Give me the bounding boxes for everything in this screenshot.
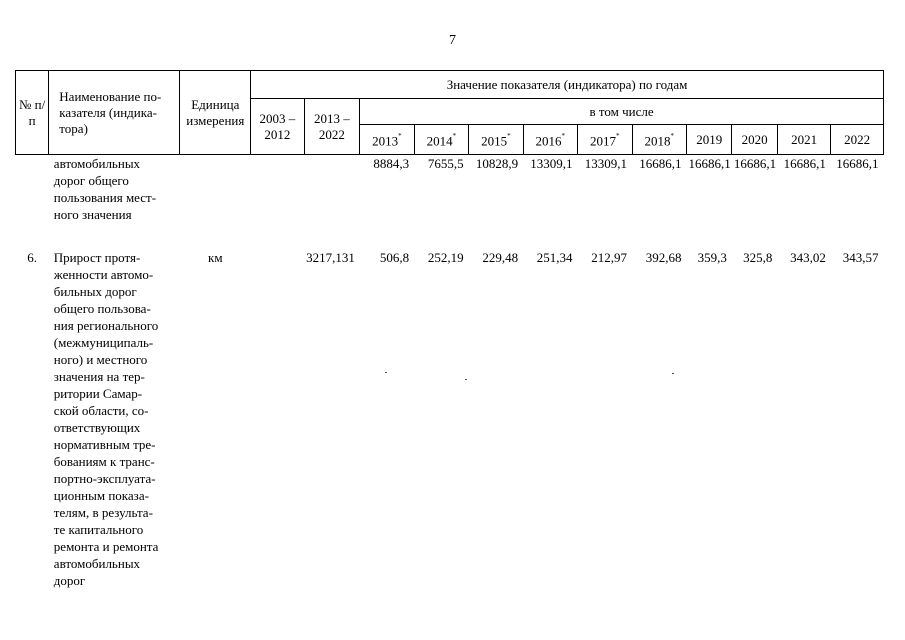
value-2013-2022 — [304, 155, 360, 224]
value-2020: 16686,1 — [733, 156, 777, 171]
header-year-2021: 2021 — [777, 125, 830, 155]
header-unit: Единица измерения — [180, 71, 251, 155]
value-2016: 251,34 — [536, 250, 573, 265]
table-row — [16, 155, 884, 224]
value-2003-2012 — [251, 249, 304, 589]
value-2017: 13309,1 — [584, 156, 628, 171]
header-year-2017: 2017* — [578, 125, 632, 155]
value-2013: 506,8 — [379, 250, 410, 265]
header-year-2019: 2019 — [687, 125, 732, 155]
value-2021: 16686,1 — [783, 156, 826, 171]
value-2017: 212,97 — [591, 250, 628, 265]
header-year-2016: 2016* — [523, 125, 577, 155]
value-2015: 229,48 — [482, 250, 519, 265]
scan-speck — [465, 379, 467, 380]
value-2021: 343,02 — [790, 250, 826, 265]
value-2015: 10828,9 — [475, 156, 519, 171]
indicators-table — [15, 70, 884, 589]
header-indicator-name: Наименование по- казателя (индика- тора) — [49, 71, 180, 155]
value-2016: 13309,1 — [530, 156, 573, 171]
scan-speck — [672, 373, 674, 374]
header-number: № п/п — [16, 71, 49, 155]
value-2014: 7655,5 — [427, 156, 464, 171]
header-including: в том числе — [360, 99, 884, 125]
header-values-by-year: Значение показателя (индикатора) по годам — [251, 71, 884, 99]
unit-cell — [180, 155, 251, 224]
indicator-name: автомобильных дорог общего пользования мест- ного значения — [53, 156, 157, 222]
value-2018: 16686,1 — [639, 156, 682, 171]
value-2003-2012 — [251, 155, 304, 224]
header-period-2003-2012: 2003 – 2012 — [251, 99, 304, 155]
row-spacer — [16, 223, 884, 249]
value-2022: 343,57 — [842, 250, 879, 265]
row-spacer-cell — [16, 223, 884, 249]
row-number — [16, 155, 49, 224]
scan-speck — [385, 372, 387, 373]
value-2022: 16686,1 — [836, 156, 879, 171]
header-year-2020: 2020 — [732, 125, 777, 155]
value-2019: 359,3 — [697, 250, 727, 265]
row-number: 6. — [27, 250, 38, 265]
value-2019: 16686,1 — [688, 156, 731, 171]
unit-cell: км — [208, 250, 223, 265]
header-year-2022: 2022 — [831, 125, 884, 155]
header-year-2018: 2018* — [632, 125, 686, 155]
header-period-2013-2022: 2013 – 2022 — [304, 99, 360, 155]
header-year-2015: 2015* — [469, 125, 523, 155]
value-2018: 392,68 — [645, 250, 682, 265]
value-2014: 252,19 — [427, 250, 464, 265]
header-year-2013: 2013* — [360, 125, 414, 155]
value-2013: 8884,3 — [373, 156, 410, 171]
page-number: 7 — [449, 33, 456, 48]
table-row — [16, 249, 884, 589]
value-2020: 325,8 — [743, 250, 773, 265]
value-2013-2022: 3217,131 — [306, 250, 355, 265]
indicator-name: Прирост протя- женности автомо- бильных дорог общего пользова- ния регионального (межмуниципаль- ного) и местного значения на тер- ритории Самар- ской области, со- ответствующих нормативным тре- бованиям к транс- портно-эксплуата- ционным показа- телям, в результа- те капитального ремонта и ремонта автомобильных дорог — [53, 250, 159, 588]
header-year-2014: 2014* — [414, 125, 468, 155]
